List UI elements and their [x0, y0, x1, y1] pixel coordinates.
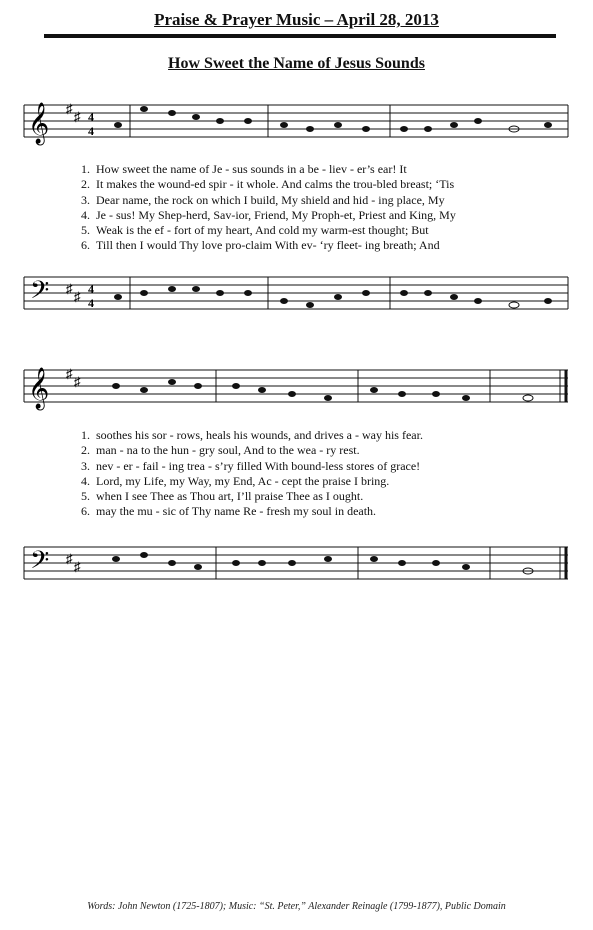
sharp-icon: ♯ [66, 551, 73, 566]
treble-staff-system-2 [20, 360, 570, 420]
bass-clef-icon: 𝄢 [30, 277, 50, 310]
sharp-icon: ♯ [66, 366, 73, 381]
time-signature-top: 4 [88, 110, 94, 124]
notes [114, 286, 552, 308]
header-rule [44, 34, 556, 38]
footer-credits: Words: John Newton (1725-1807); Music: “St. Peter,” Alexander Reinagle (1799-1877), Public Domain [87, 901, 506, 912]
verse-line: 6. may the mu - sic of Thy name Re - fresh my soul in death. [81, 504, 377, 519]
time-signature-bottom: 4 [88, 124, 94, 138]
notes [114, 106, 552, 132]
verse-line: 2. It makes the wound-ed spir - it whole. And calms the trou-bled breast; ‘Tis [81, 177, 455, 192]
time-signature-bottom: 4 [88, 296, 94, 310]
verse-line: 4. Je - sus! My Shep-herd, Sav-ior, Friend, My Proph-et, Priest and King, My [81, 207, 456, 222]
sharp-icon: ♯ [66, 281, 73, 296]
hymn-title: How Sweet the Name of Jesus Sounds [168, 55, 425, 72]
bass-staff-system-2 [20, 535, 570, 600]
sharp-icon: ♯ [74, 374, 81, 389]
verse-line: 1. soothes his sor - rows, heals his wounds, and drives a - way his fear. [81, 428, 423, 442]
treble-staff-system-1 [20, 95, 570, 155]
verse-line: 2. man - na to the hun - gry soul, And to the wea - ry rest. [81, 443, 360, 458]
verse-line: 5. Weak is the ef - fort of my heart, And cold my warm-est thought; But [81, 223, 429, 238]
time-signature-top: 4 [88, 282, 94, 296]
verses-system-1 [70, 162, 550, 254]
verse-line: 3. Dear name, the rock on which I build, My shield and hid - ing place, My [81, 192, 445, 207]
sharp-icon: ♯ [74, 559, 81, 574]
verse-line: 4. Lord, my Life, my Way, my End, Ac - cept the praise I bring. [81, 473, 390, 488]
treble-clef-icon: 𝄞 [28, 368, 50, 408]
sharp-icon: ♯ [74, 289, 81, 304]
verse-line: 1. How sweet the name of Je - sus sounds in a be - liev - er’s ear! It [81, 162, 407, 176]
sharp-icon: ♯ [74, 109, 81, 124]
page-header: Praise & Prayer Music – April 28, 2013 [154, 10, 439, 29]
sharp-icon: ♯ [66, 101, 73, 116]
notes [112, 379, 533, 401]
bass-clef-icon: 𝄢 [30, 547, 50, 580]
verse-line: 5. when I see Thee as Thou art, I’ll praise Thee as I ought. [81, 489, 364, 504]
treble-clef-icon: 𝄞 [28, 103, 50, 143]
bass-staff-system-1 [20, 265, 570, 330]
verse-line: 6. Till then I would Thy love pro-claim With ev- ‘ry fleet- ing breath; And [81, 238, 440, 253]
verses-system-2 [70, 428, 550, 520]
verse-line: 3. nev - er - fail - ing trea - s’ry filled With bound-less stores of grace! [81, 458, 421, 473]
